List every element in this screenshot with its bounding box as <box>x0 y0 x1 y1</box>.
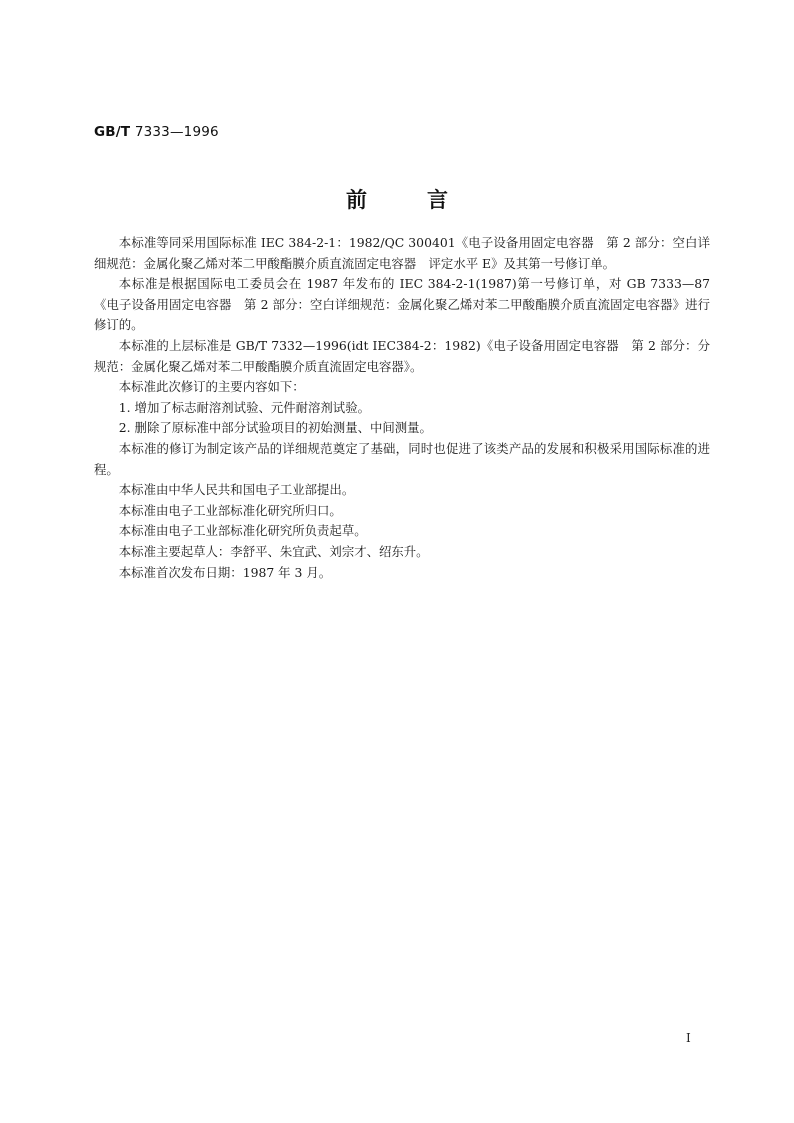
paragraph: 本标准由电子工业部标准化研究所负责起草。 <box>118 523 367 539</box>
paragraph: 本标准的修订为制定该产品的详细规范奠定了基础，同时也促进了该类产品的发展和积极采用国际标准的进程。 <box>94 440 710 477</box>
page-title: 前言 <box>346 188 508 212</box>
paragraph: 本标准由中华人民共和国电子工业部提出。 <box>118 482 355 498</box>
paragraph: 本标准的上层标准是 GB/T 7332—1996(idt IEC384-2：1982)《电子设备用固定电容器 第 2 部分：分规范：金属化聚乙烯对苯二甲酸酯膜介质直流固定电容器》。 <box>94 337 710 374</box>
standard-prefix: GB/T <box>94 124 131 140</box>
paragraph: 本标准是根据国际电工委员会在 1987 年发布的 IEC 384-2-1(1987)第一号修订单，对 GB 7333—87《电子设备用固定电容器 第 2 部分：空白详细规范：金属化聚乙烯对苯二甲酸酯膜介质直流固定电容器》进行修订的。 <box>94 276 710 333</box>
paragraph: 本标准首次发布日期：1987 年 3 月。 <box>118 564 332 580</box>
standard-number: 7333—1996 <box>134 124 219 140</box>
list-item: 1. 增加了标志耐溶剂试验、元件耐溶剂试验。 <box>118 399 370 415</box>
standard-code <box>94 124 219 140</box>
list-item: 2. 删除了原标准中部分试验项目的初始测量、中间测量。 <box>118 420 432 436</box>
paragraph: 本标准等同采用国际标准 IEC 384-2-1：1982/QC 300401《电子设备用固定电容器 第 2 部分：空白详细规范：金属化聚乙烯对苯二甲酸酯膜介质直流固定电容器 评定水平 E》及其第一号修订单。 <box>94 235 710 271</box>
page-number: I <box>686 1031 691 1045</box>
foreword-body <box>94 233 710 583</box>
paragraph: 本标准主要起草人：李舒平、朱宜武、刘宗才、绍东升。 <box>118 543 429 559</box>
paragraph: 本标准此次修订的主要内容如下： <box>118 379 305 395</box>
paragraph: 本标准由电子工业部标准化研究所归口。 <box>118 502 342 518</box>
